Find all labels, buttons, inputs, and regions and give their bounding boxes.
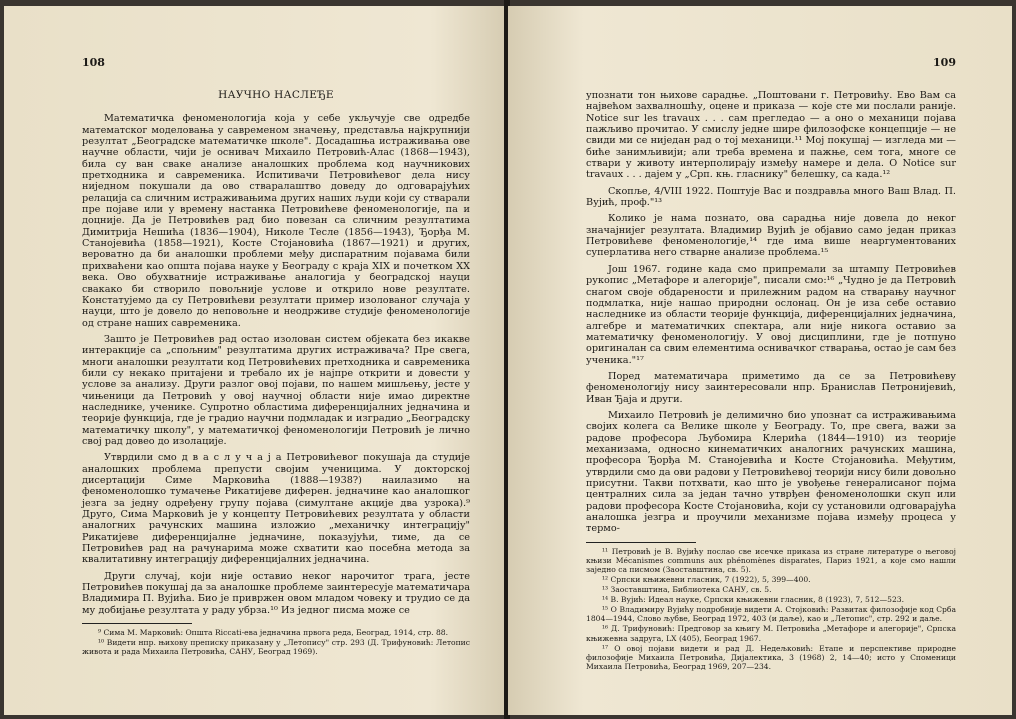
footnote-9: ⁹ Сима М. Марковић: Општа Riccati-ева једначина првога реда, Београд, 1914, стр. 88. (98, 628, 449, 638)
right-paragraph-2: Скопље, 4/VIII 1922. Поштује Вас и поздравља много Ваш Влад. П. Вујић, проф."¹³ (586, 185, 956, 209)
right-text-column (586, 90, 956, 672)
footnote-16: ¹⁶ Д. Трифуновић: Предговор за књигу М. Петровића „Метафоре и алегорије", Српска књижевна задруга, LX (405), Београд 1967. (586, 624, 956, 643)
footnote-17: ¹⁷ О овој појави видети и рад Д. Недељковић: Етапе и перспективе природне филозофије Михаила Петровића, Дијалектика, 3 (1968) 2, 14—40; исто у Споменици Михаила Петровића, Београд 1969, 207—234. (586, 643, 956, 671)
footnote-divider-right (586, 542, 696, 543)
footnote-15: ¹⁵ О Владимиру Вујићу подробније видети А. Стојковић: Развитак филозофије код Срба 1804—1944, Слово љубве, Београд 1972, 403 (и даље), као и „Летопис", стр. 292 и даље. (586, 605, 956, 624)
right-paragraph-3: Колико је нама познато, ова сарадња није довела до неког значајнијег резултата. Владимир Вујић је објавио само један приказ Петровићеве феноменологије,¹⁴ где има више неаргументованих суперлатива него стварне анализе проблема.¹⁵ (586, 213, 956, 259)
left-text-column (82, 90, 470, 657)
right-paragraph-5: Поред математичара приметимо да се за Петровићеву феноменологију нису заинтересовали нпр. Бранислав Петронијевић, Иван Ђаја и други. (586, 370, 956, 405)
footnote-12: ¹² Српски књижевни гласник, 7 (1922), 5, 399—400. (602, 575, 811, 584)
right-paragraph-4: Још 1967. године када смо припремали за штампу Петровићев рукопис „Метафоре и алегорије", писали смо:¹⁶ „Чудно је да Петровић снагом своје обдарености и прилежним радом на стварању научног подмлатка, није нашао природни ослонац. Он је иза себе оставио наследнике из области теорије функција, диференцијалних једначина, алгебре и математичких спектара, али није никога оставио за математичку феноменологију. У овој дисциплини, где је потпуно оригиналан са свим елементима оснивачког стварања, остао је сам без ученика."¹⁷ (586, 263, 956, 366)
page-number-right: 109 (933, 56, 956, 69)
left-paragraph-3: Утврдили смо д в а с л у ч а ј а Петровићевог покушаја да студије аналошких проблема препусти својим ученицима. У докторској дисертацији Симе Марковића (1888—1938?) наилазимо на феноменолошко тумачење Рикатијеве диферен. једначине као аналошког језга за једну одређену групу појава (симултане акције два узрока).⁹ Друго, Сима Марковић је у концепту Петровићевих резултата у области аналогних рачунских машина изложио „механичку интеграцију" Рикатијеве диференцијалне једначине, показујући, тиме, да се Петровићев рад на рачунарима може схватити као посебна метода за квалитативну интеграцију диференцијалних једначина. (82, 452, 470, 566)
footnote-14: ¹⁴ В. Вујић: Идеал науке, Српски књижевни гласник, 8 (1923), 7, 512—523. (602, 595, 905, 605)
left-paragraph-2: Зашто је Петровићев рад остао изолован систем објеката без икакве интеракције са „спољним" резултатима других истраживача? Пре свега, многи аналошки резултати код Петровићевих претходника и савременика били су некако притајени и требало их је најпре открити и довести у услове за анализу. Други разлог овој појави, по нашем мишљењу, јесте у чињеници да Петровић у овој научној области није имао директне наследнике, ученике. Супротно областима диференцијалних једначина и теорије функција, где је градио научни подмладак и изградио „Београдску математичку школу", у математичкој феноменологији Петровић је лично свој рад довео до изолације. (82, 333, 470, 447)
footnote-11: ¹¹ Петровић је В. Вујићу послао све исечке приказа из стране литературе о његовој књизи Mécanismes communs aux phénomènes disparates, Париз 1921, а које смо нашли заједно са писмом (Заоставштина, св. 5). (586, 546, 956, 574)
right-paragraph-6: Михаило Петровић је делимично био упознат са истраживањима својих колега са Велике школе у Београду. То, пре свега, важи за радове професора Љубомира Клерића (1844—1910) из теорије механизама, односно кинематичких аналогних рачунских машина, професора Ђорђа М. Станојевића и Косте Стојановића. Међутим, утврдили смо да ови радови у Петровићевој теорији нису били довољно присутни. Такви потхвати, као што је увођење генералисаног појма централних сила за један тачно утврђен феноменолошки скуп или радови професора Косте Стојановића, који су установили одговарајућа аналошка језгра и проучили механизме појава између процеса у термо- (586, 409, 956, 535)
right-paragraph-1: упознати тон њихове сарадње. „Поштовани г. Петровићу. Ево Вам са највећом захвалношћу, оцене и приказа — које сте ми послали раније. Notice sur les travaux . . . сам прегледао — а оно о механици појава пажљиво прочитао. У смислу једне шире филозофске концепције — не свиди ми се ниједан рад о тој механици.¹¹ Мој покушај — изгледа ми — биће занимљивији; али треба времена и пажње, сем тога, многе се ствари у животу интерполирају између намере и дела. О Notice sur travaux . . . дајем у „Срп. књ. гласнику" белешку, са када.¹² (586, 90, 956, 181)
left-paragraph-4: Други случај, који није оставио неког нарочитог трага, јесте Петровићев покушај да за аналошке проблеме заинтересује математичара Владимира П. Вујића. Био је привржен овом младом човеку и трудио се да му добијање резултата у раду убрза.¹⁰ Из једног писма може се (82, 570, 470, 616)
footnote-divider-left (82, 623, 192, 624)
left-paragraph-1: Математичка феноменологија која у себе укључује све одредбе математског моделовања у савременом значењу, представља најкрупнији резултат „Београдске математичке школе". Досадашња истраживања ове научне области, чији је оснивач Михаило Петровић-Алас (1868—1943), била су ван сваке анализе аналошких проблема код научникових претходника и савременика. Испитивачи Петровићевог дела нису ниједном покушали да ово стваралаштво доведу до одговарајућих релација са сличним истраживањима других наших људи који су стварали пре појаве или у времену настанка Петровићеве феноменологије, па и доцније. Да је Петровићев рад био повезан са сличним резултатима Димитрија Нешића (1836—1904), Николе Тесле (1856—1943), Ђорђа М. Станојевића (1858—1921), Косте Стојановића (1867—1921) и других, вероватно да би аналошки проблеми међу диспаратним појавама били прихваћени као општа појава науке у Београду с краја XIX и почетком XX века. Ово обухватније истраживање аналогија у београдској науци свакако би створило повољније услове и открило нове резултате. Констатујемо да су Петровићеви резултати пример изолованог случаја у науци, што је довело до неповољне и неодрживе студије феноменологије од стране наших савременика. (82, 113, 470, 329)
footnote-10: ¹⁰ Видети нпр. њихову преписку приказану у „Летопису" стр. 293 (Д. Трифуновић: Летопис живота и рада Михаила Петровића, САНУ, Београд 1969). (82, 638, 470, 657)
right-page (508, 6, 1012, 715)
left-page (4, 6, 506, 715)
chapter-title: НАУЧНО НАСЛЕЂЕ (218, 89, 334, 101)
footnote-13: ¹³ Заоставштина, Библиотека САНУ, св. 5. (602, 585, 772, 595)
page-number-left: 108 (82, 56, 105, 69)
